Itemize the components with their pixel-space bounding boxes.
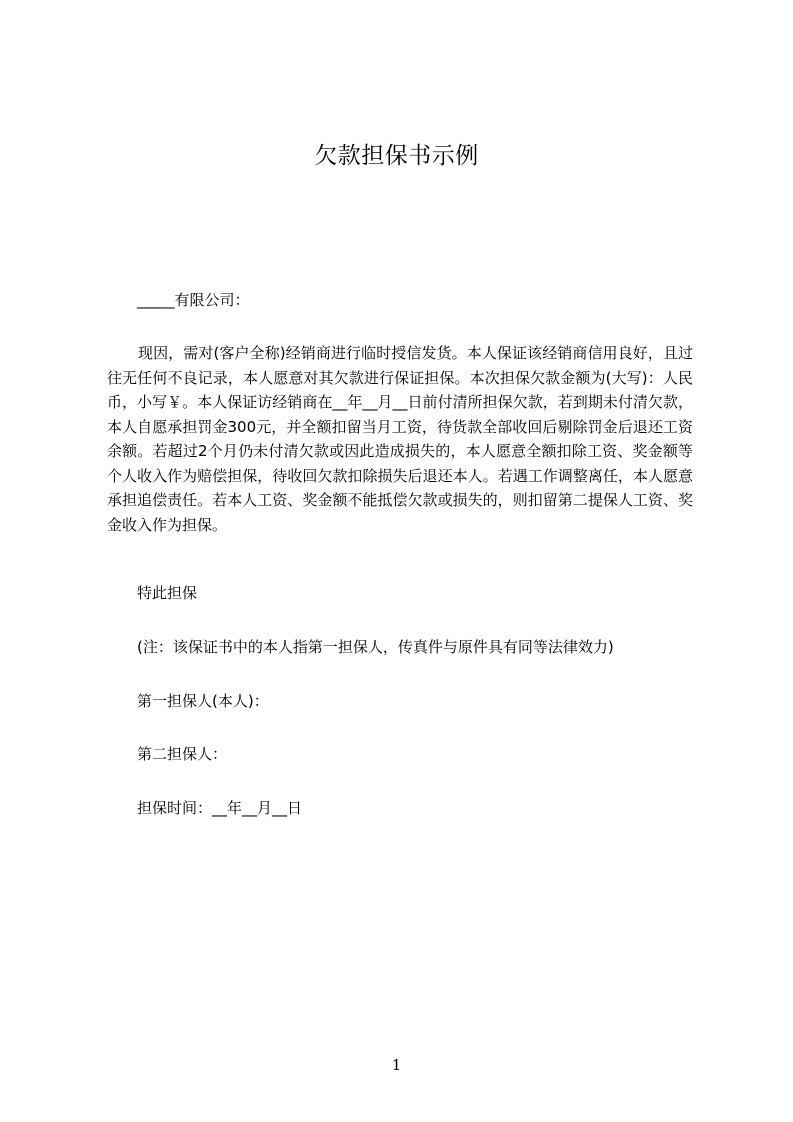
page-number: 1 bbox=[391, 1056, 402, 1074]
closing-line: 特此担保 bbox=[137, 584, 198, 602]
first-guarantor-line: 第一担保人(本人)： bbox=[137, 692, 269, 710]
document-title: 欠款担保书示例 bbox=[314, 143, 479, 169]
guarantee-date-line: 担保时间：__年__月__日 bbox=[137, 799, 303, 817]
second-guarantor-line: 第二担保人： bbox=[137, 745, 228, 763]
note-line: (注：该保证书中的本人指第一担保人，传真件与原件具有同等法律效力) bbox=[137, 638, 614, 656]
salutation: _____有限公司： bbox=[137, 291, 250, 309]
body-paragraph: 现因，需对(客户全称)经销商进行临时授信发货。本人保证该经销商信用良好，且过往无任何不良记录，本人愿意对其欠款进行保证担保。本次担保欠款金额为(大写)：人民币，小写￥。本人保证访经销商在__年__月__日前付清所担保欠款，若到期未付清欠款，本人自愿承担罚金300元，并全额扣留当月工资，待货款全部收回后剔除罚金后退还工资余额。若超过2个月仍未付清欠款或因此造成损失的，本人愿意全额扣除工资、奖金额等个人收入作为赔偿担保，待收回欠款扣除损失后退还本人。若遇工作调整离任，本人愿意承担追偿责任。若本人工资、奖金额不能抵偿欠款或损失的，则扣留第二提保人工资、奖金收入作为担保。 bbox=[107, 344, 693, 534]
